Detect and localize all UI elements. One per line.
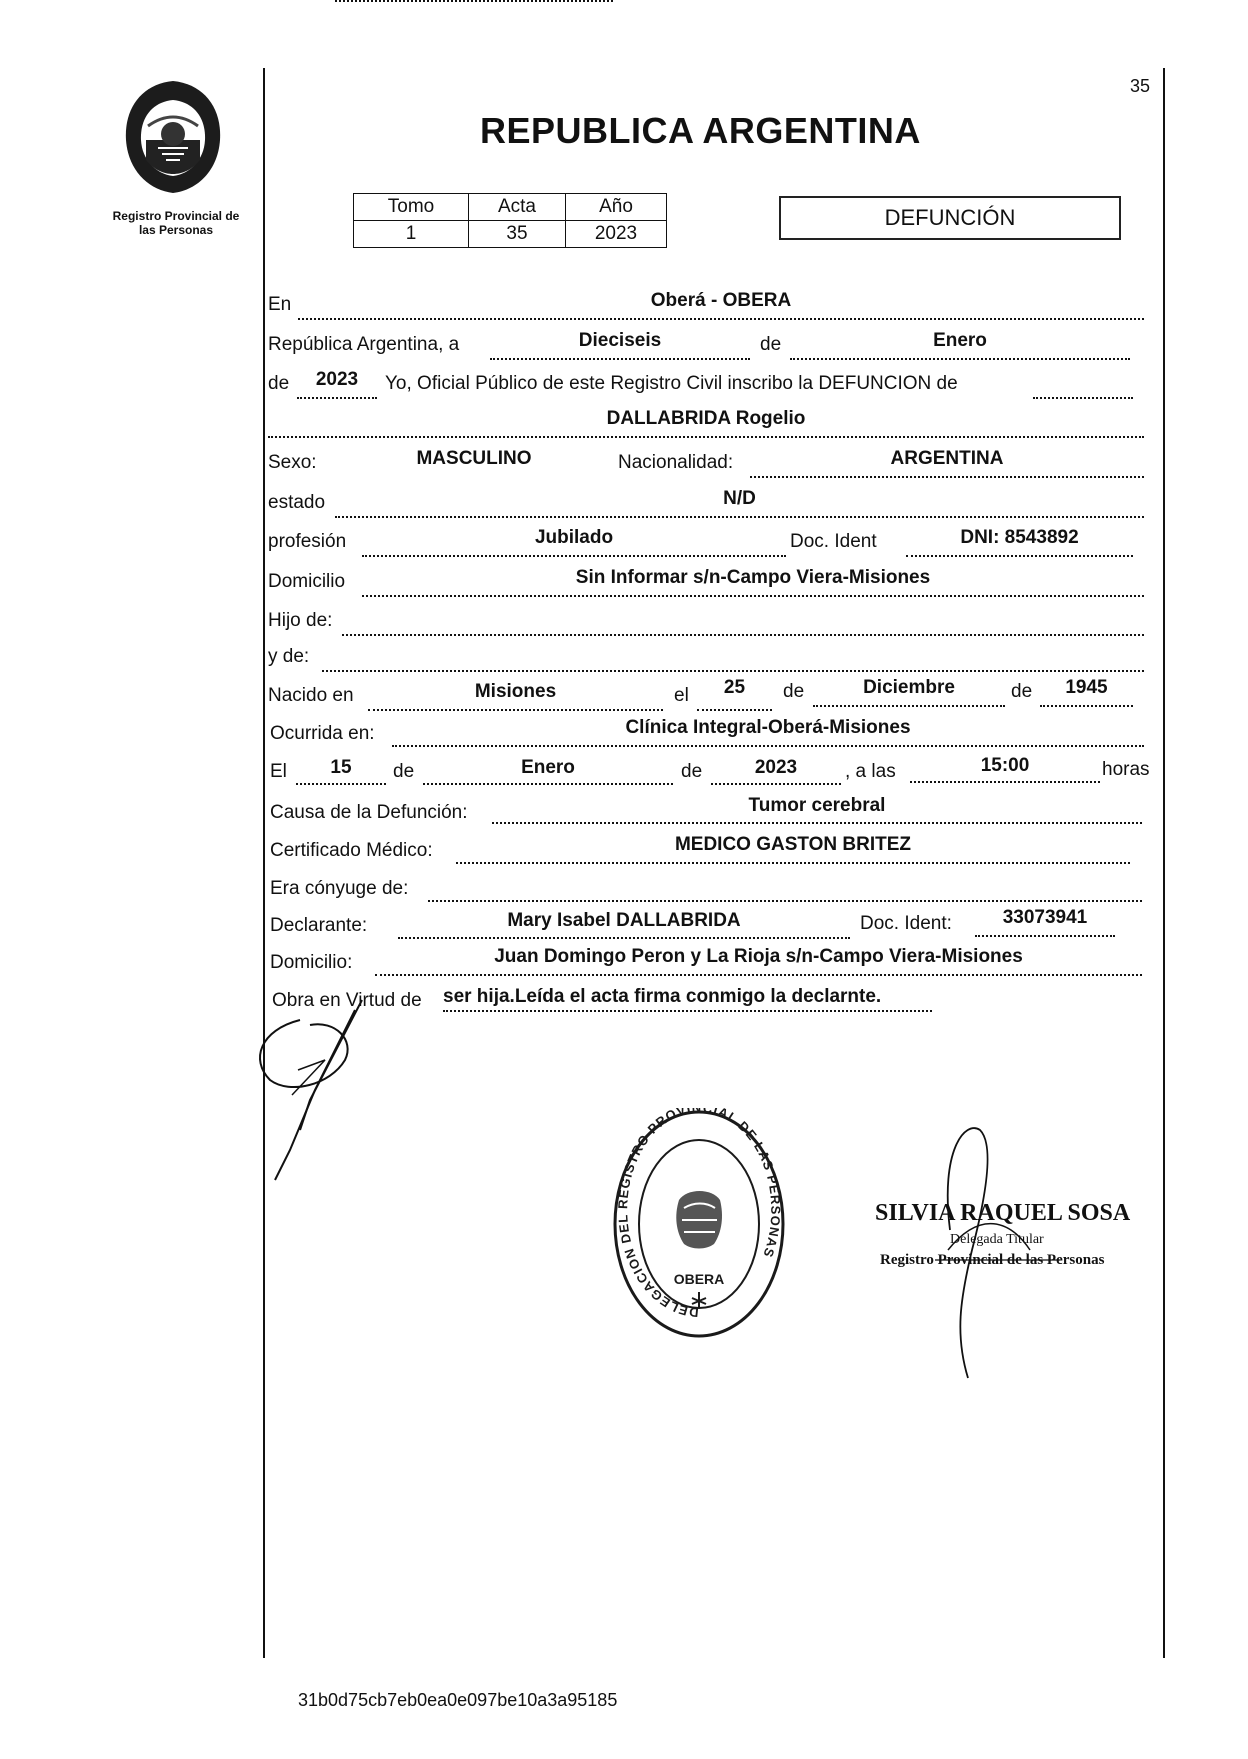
label-oficial: Yo, Oficial Público de este Registro Civil inscribo la DEFUNCION de [385, 373, 958, 394]
acta-value: 35 [469, 221, 566, 248]
label-de-birth-2: de [1011, 681, 1033, 702]
label-a-las: , a las [845, 761, 896, 782]
record-table [353, 193, 667, 248]
declarant-address-line [375, 974, 1142, 976]
label-el-death: El [270, 761, 287, 782]
label-causa: Causa de la Defunción: [270, 802, 468, 823]
record-table-value-row [354, 221, 667, 248]
day-words-line [490, 358, 750, 360]
sex-value: MASCULINO [416, 448, 532, 469]
label-domicilio: Domicilio [268, 571, 346, 592]
right-margin-line [1163, 68, 1165, 1658]
cause-line [492, 822, 1142, 824]
label-declarante: Declarante: [270, 915, 368, 936]
stamp-emblem [676, 1191, 722, 1249]
label-sexo: Sexo: [268, 452, 317, 473]
year-line [297, 397, 377, 399]
label-republica: República Argentina, a [268, 334, 460, 355]
anio-value: 2023 [566, 221, 667, 248]
birth-month-value: Diciembre [863, 677, 955, 698]
sex-line [335, 0, 613, 2]
death-time-line [910, 781, 1100, 783]
label-certificado: Certificado Médico: [270, 840, 433, 861]
label-ocurrida-en: Ocurrida en: [270, 723, 375, 744]
deceased-name: DALLABRIDA Rogelio [606, 408, 806, 429]
label-doc-ident: Doc. Ident [790, 531, 877, 552]
year-value: 2023 [315, 369, 359, 390]
document-value: DNI: 8543892 [960, 527, 1079, 548]
logo-caption [96, 209, 256, 237]
page-title: REPUBLICA ARGENTINA [480, 110, 921, 151]
record-table-header-row [354, 194, 667, 221]
death-day-line [296, 783, 386, 785]
stamp-city: OBERA [673, 1271, 725, 1287]
logo-caption-line1: Registro Provincial de [112, 209, 240, 223]
label-de-birth-1: de [783, 681, 805, 702]
nationality-value: ARGENTINA [890, 448, 1004, 469]
declarant-doc-line [975, 935, 1115, 937]
label-de-2: de [268, 373, 290, 394]
cause-value: Tumor cerebral [748, 795, 886, 816]
label-el-birth: el [674, 685, 689, 706]
label-nacido-en: Nacido en [268, 685, 354, 706]
civil-status-line [335, 516, 1144, 518]
place-value: Oberá - OBERA [650, 290, 792, 311]
birth-day-value: 25 [723, 677, 746, 698]
civil-status-value: N/D [723, 488, 756, 509]
birth-year-line [1040, 705, 1133, 707]
death-day-value: 15 [330, 757, 352, 778]
name-line [268, 436, 1144, 438]
label-en: En [268, 294, 292, 315]
label-profesion: profesión [268, 531, 347, 552]
declarant-doc-value: 33073941 [1002, 907, 1088, 928]
label-estado: estado [268, 492, 326, 513]
death-time-value: 15:00 [980, 755, 1030, 776]
label-obra-en-virtud: Obra en Virtud de [272, 990, 422, 1011]
label-de-death-2: de [681, 761, 703, 782]
birth-day-line [697, 709, 772, 711]
place-line [298, 318, 1144, 320]
profession-value: Jubilado [534, 527, 614, 548]
logo-caption-line2: las Personas [138, 223, 214, 237]
birth-month-line [813, 705, 1005, 707]
death-place-line [392, 745, 1144, 747]
death-place-value: Clínica Integral-Oberá-Misiones [625, 717, 911, 738]
certificate-value: MEDICO GASTON BRITEZ [674, 834, 912, 855]
acta-header: Acta [469, 194, 566, 221]
province-emblem [118, 78, 228, 196]
mother-line [322, 670, 1144, 672]
declarant-address-value: Juan Domingo Peron y La Rioja s/n-Campo Viera-Misiones [494, 946, 1023, 967]
label-nacionalidad: Nacionalidad: [618, 452, 734, 473]
death-month-value: Enero [521, 757, 575, 778]
label-horas: horas [1102, 759, 1150, 780]
signatory-signature [920, 1110, 1090, 1390]
label-domicilio-2: Domicilio: [270, 952, 353, 973]
anio-header: Año [566, 194, 667, 221]
obra-en-virtud-line [443, 1010, 932, 1012]
label-hijo-de: Hijo de: [268, 610, 333, 631]
profession-line [362, 555, 786, 557]
nationality-line [750, 476, 1144, 478]
day-words-value: Dieciseis [578, 330, 662, 351]
label-doc-ident-2: Doc. Ident: [860, 913, 952, 934]
official-signature-left [240, 990, 400, 1190]
death-year-value: 2023 [754, 757, 798, 778]
death-year-line [711, 783, 841, 785]
birth-year-value: 1945 [1065, 677, 1108, 698]
signatory-office: Registro Provincial de las Personas [880, 1252, 1105, 1268]
spouse-line [428, 900, 1142, 902]
birthplace-line [368, 709, 663, 711]
address-line [362, 595, 1144, 597]
declarant-line [398, 937, 850, 939]
signatory-role: Delegada Titular [950, 1232, 1044, 1247]
declarant-value: Mary Isabel DALLABRIDA [507, 910, 741, 931]
birthplace-value: Misiones [474, 681, 557, 702]
document-line [906, 555, 1133, 557]
label-y-de: y de: [268, 646, 310, 667]
tomo-header: Tomo [354, 194, 469, 221]
month-line [790, 358, 1130, 360]
signatory-name: SILVIA RAQUEL SOSA [875, 1200, 1131, 1226]
label-de-1: de [760, 334, 782, 355]
oficial-tail-line [1033, 397, 1133, 399]
left-margin-line [263, 68, 265, 1658]
label-de-death-1: de [393, 761, 415, 782]
address-value: Sin Informar s/n-Campo Viera-Misiones [575, 567, 931, 588]
tomo-value: 1 [354, 221, 469, 248]
death-month-line [423, 783, 673, 785]
father-line [342, 634, 1144, 636]
document-hash: 31b0d75cb7eb0ea0e097be10a3a95185 [298, 1690, 618, 1710]
obra-en-virtud-value: ser hija.Leída el acta firma conmigo la declarnte. [443, 986, 882, 1007]
official-stamp [612, 1108, 787, 1340]
act-type-box: DEFUNCIÓN [779, 196, 1121, 240]
stamp-ring-text: DELEGACION DEL REGISTRO PROVI CIAL DE LAS PERSONAS [615, 1108, 784, 1321]
certificate-line [456, 862, 1130, 864]
label-conyuge: Era cónyuge de: [270, 878, 409, 899]
page-number: 35 [1130, 76, 1151, 96]
month-value: Enero [933, 330, 987, 351]
